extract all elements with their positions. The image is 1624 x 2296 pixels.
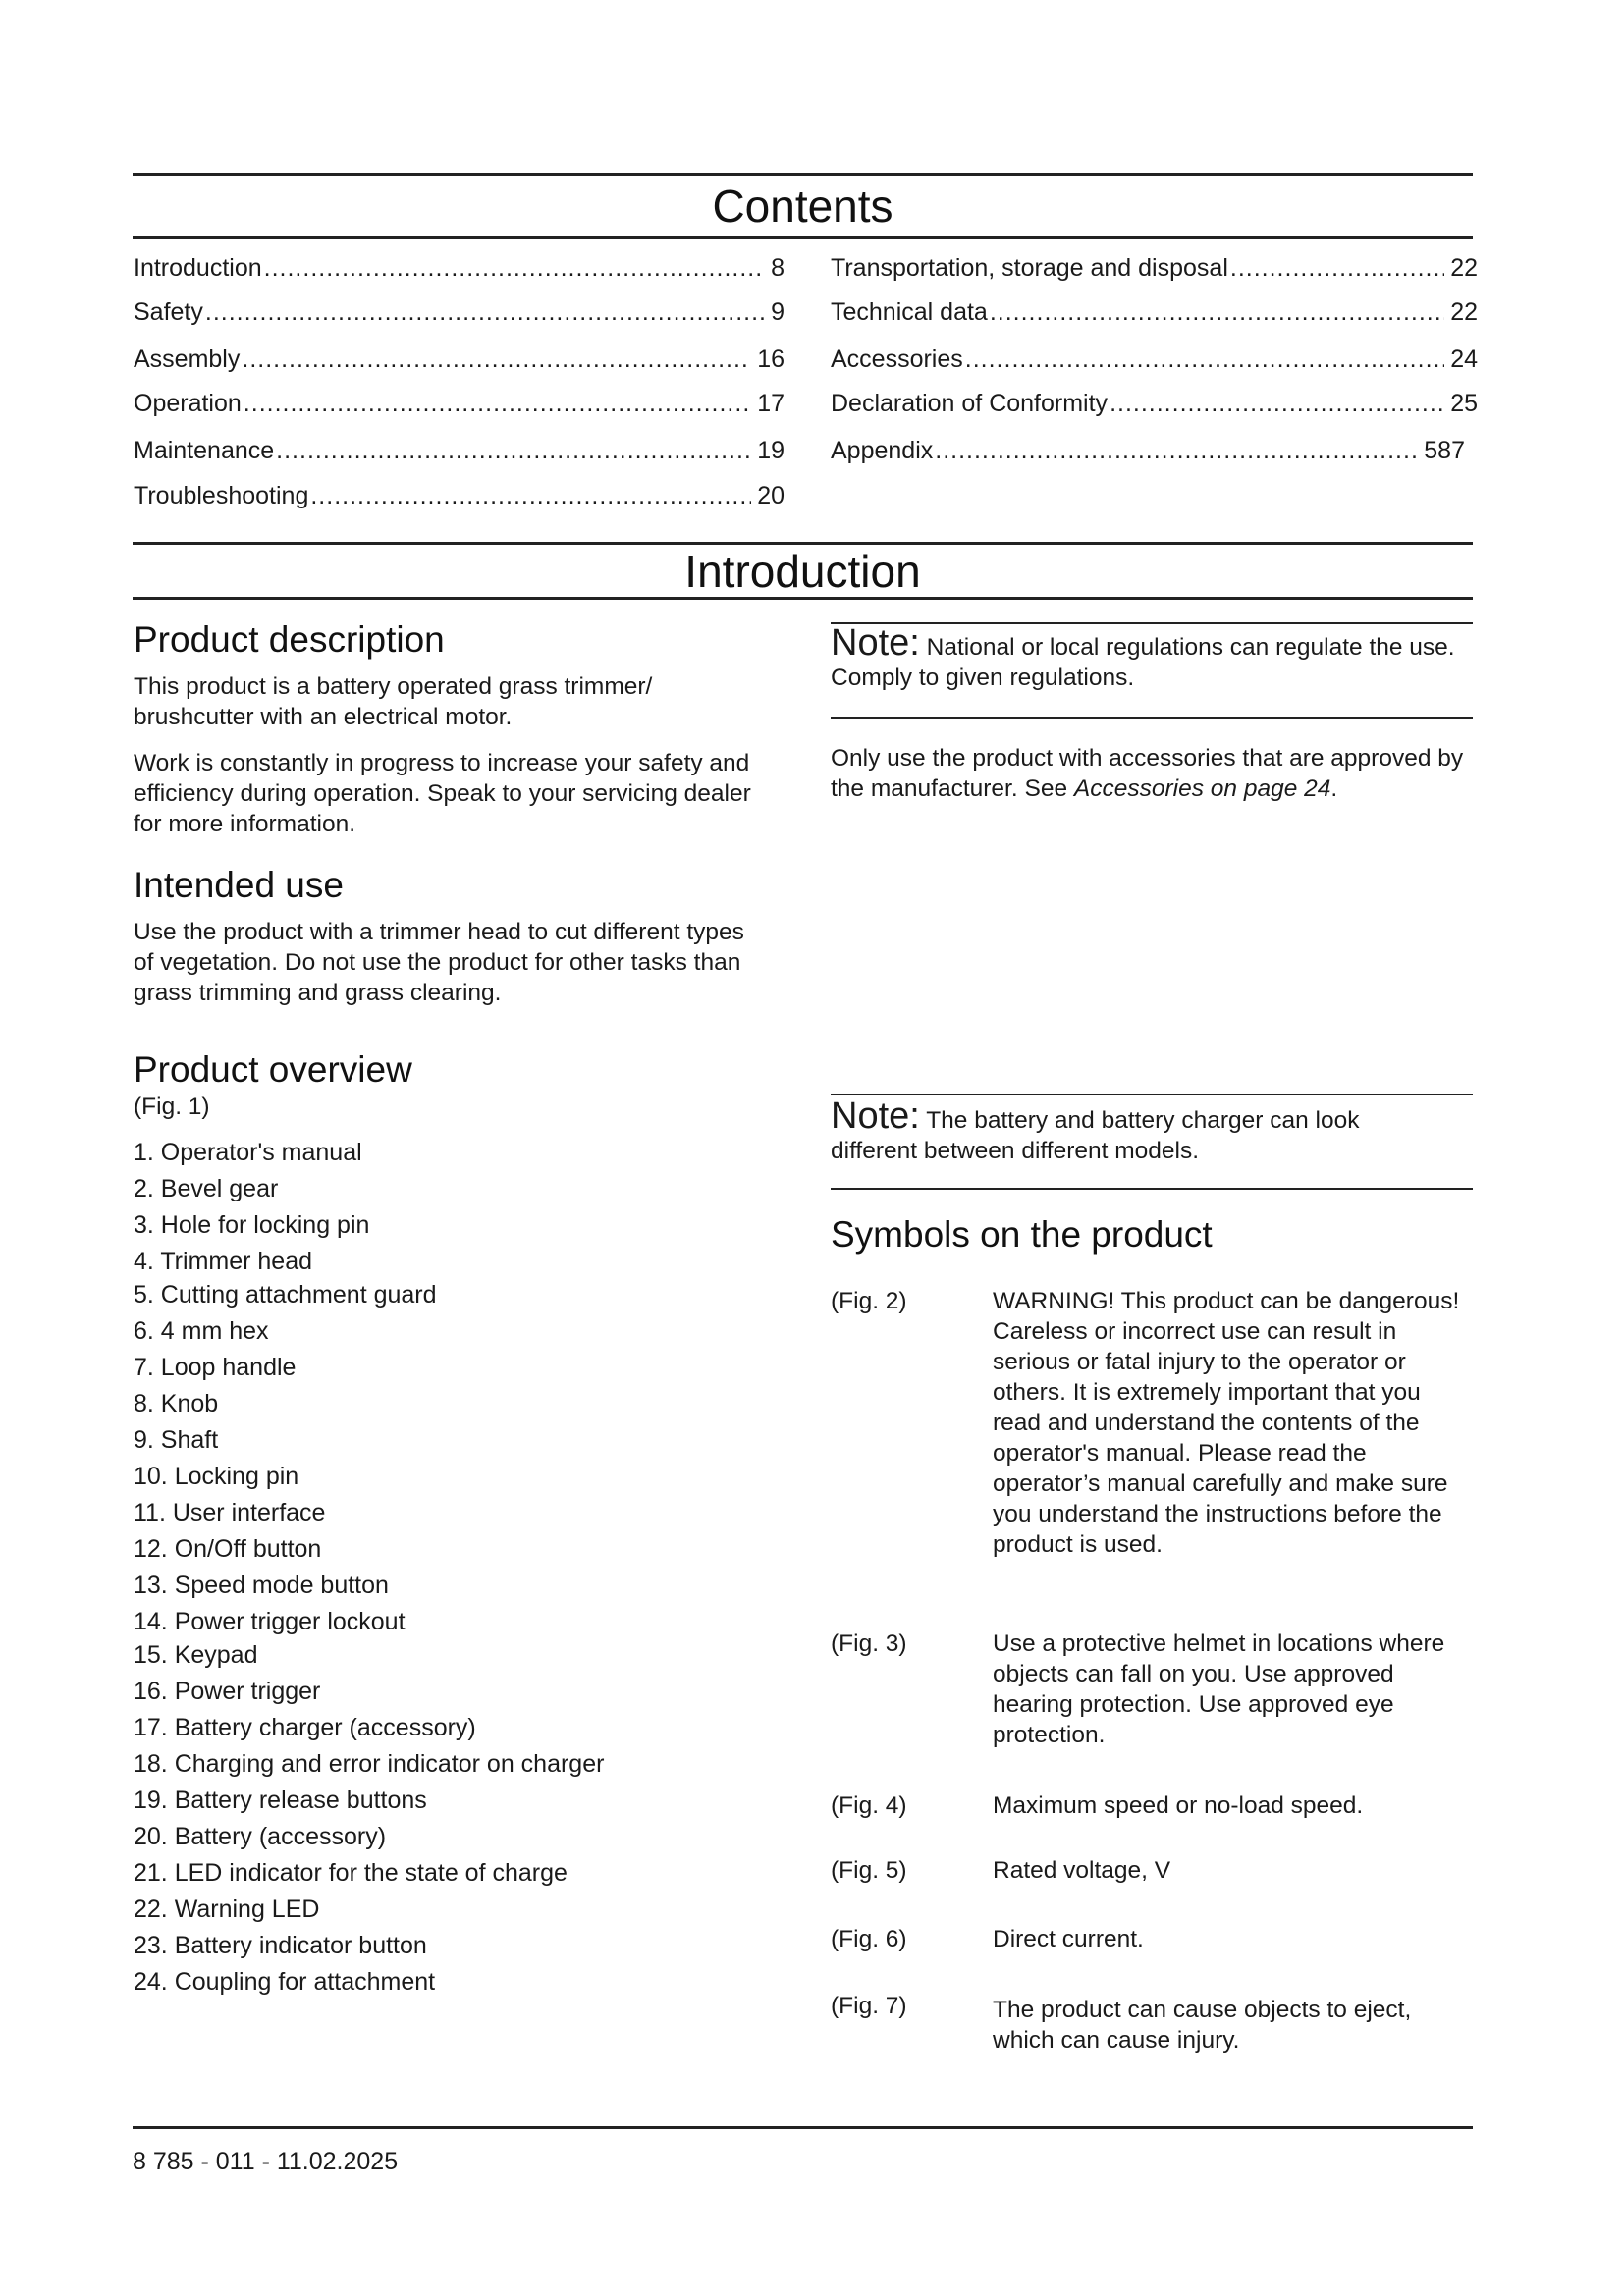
list-item: 7. Loop handle xyxy=(134,1354,297,1381)
list-item: 4. Trimmer head xyxy=(134,1248,313,1275)
toc-entry-accessories[interactable] xyxy=(831,343,1478,376)
toc-label: Declaration of Conformity xyxy=(831,390,1109,417)
toc-label: Appendix xyxy=(831,437,934,464)
symbols-section xyxy=(831,1213,1473,1256)
list-item: 19. Battery release buttons xyxy=(134,1787,427,1814)
list-item: 11. User interface xyxy=(134,1499,326,1526)
toc-entry-troubleshooting[interactable] xyxy=(134,479,785,512)
list-item: 15. Keypad xyxy=(134,1641,258,1669)
note-label: Note: xyxy=(831,1095,920,1137)
toc-entry-operation[interactable] xyxy=(134,387,785,420)
list-item: 16. Power trigger xyxy=(134,1678,321,1705)
note1-top-rule xyxy=(831,622,1473,624)
toc-page: 8 xyxy=(771,254,785,282)
toc-page: 9 xyxy=(771,298,785,326)
list-item: 1. Operator's manual xyxy=(134,1139,362,1166)
toc-label: Technical data xyxy=(831,298,988,326)
contents-bottom-rule xyxy=(133,236,1473,239)
product-description-text-2: Work is constantly in progress to increase your safety and efficiency during operation. Speak to your servicing dealer for more information. xyxy=(134,750,751,837)
toc-label: Assembly xyxy=(134,346,241,373)
symbol-fig-ref: (Fig. 6) xyxy=(831,1926,907,1952)
list-item: 12. On/Off button xyxy=(134,1535,322,1563)
list-item: 3. Hole for locking pin xyxy=(134,1211,370,1239)
list-item: 22. Warning LED xyxy=(134,1896,320,1923)
toc-entry-declaration[interactable] xyxy=(831,387,1478,420)
toc-entry-introduction[interactable] xyxy=(134,251,785,285)
note1-bottom-rule xyxy=(831,717,1473,719)
note2-top-rule xyxy=(831,1094,1473,1095)
toc-page: 24 xyxy=(1450,346,1478,373)
contents-top-rule xyxy=(133,173,1473,176)
note-label: Note: xyxy=(831,622,920,664)
symbols-heading: Symbols on the product xyxy=(831,1214,1213,1255)
list-item: 24. Coupling for attachment xyxy=(134,1968,436,1996)
list-item: 18. Charging and error indicator on charger xyxy=(134,1750,605,1778)
toc-page: 16 xyxy=(757,346,785,373)
symbol-description: Rated voltage, V xyxy=(993,1857,1171,1884)
note-regulations xyxy=(831,622,1473,693)
note-text: The battery and battery charger can look different between different models. xyxy=(831,1107,1360,1164)
symbol-description: Maximum speed or no-load speed. xyxy=(993,1792,1364,1819)
list-item: 17. Battery charger (accessory) xyxy=(134,1714,476,1741)
toc-entry-transportation[interactable] xyxy=(831,251,1478,285)
list-item: 2. Bevel gear xyxy=(134,1175,279,1202)
toc-page: 22 xyxy=(1450,254,1478,282)
toc-page: 17 xyxy=(757,390,785,417)
product-description-text-1: This product is a battery operated grass trimmer/ brushcutter with an electrical motor. xyxy=(134,673,653,730)
left-column xyxy=(134,618,782,839)
symbol-fig-ref: (Fig. 2) xyxy=(831,1288,907,1314)
accessories-text: Only use the product with accessories that are approved by the manufacturer. See xyxy=(831,745,1464,802)
toc-label: Introduction xyxy=(134,254,262,282)
toc-page: 25 xyxy=(1450,390,1478,417)
document-id: 8 785 - 011 - 11.02.2025 xyxy=(133,2148,399,2175)
accessories-link[interactable]: Accessories on page 24 xyxy=(1073,775,1331,802)
toc-page: 587 xyxy=(1424,437,1465,464)
product-overview-section xyxy=(134,1048,782,1122)
symbol-fig-ref: (Fig. 4) xyxy=(831,1792,907,1819)
list-item: 14. Power trigger lockout xyxy=(134,1608,406,1635)
list-item: 10. Locking pin xyxy=(134,1463,299,1490)
symbol-fig-ref: (Fig. 7) xyxy=(831,1993,907,2019)
introduction-top-rule xyxy=(133,542,1473,545)
note2-bottom-rule xyxy=(831,1188,1473,1190)
note-text: National or local regulations can regulate the use. Comply to given regulations. xyxy=(831,634,1455,691)
toc-label: Transportation, storage and disposal xyxy=(831,254,1228,282)
symbol-fig-ref: (Fig. 3) xyxy=(831,1630,907,1657)
toc-page: 19 xyxy=(757,437,785,464)
toc-label: Maintenance xyxy=(134,437,275,464)
list-item: 21. LED indicator for the state of charge xyxy=(134,1859,568,1887)
introduction-bottom-rule xyxy=(133,597,1473,600)
symbols-list xyxy=(831,1286,1479,2071)
note-battery xyxy=(831,1095,1420,1166)
symbol-description: Use a protective helmet in locations where objects can fall on you. Use approved hearing protection. Use approved eye protection. xyxy=(993,1630,1445,1748)
intended-use-heading: Intended use xyxy=(134,865,344,905)
product-overview-heading: Product overview xyxy=(134,1049,412,1090)
product-overview-fig-ref: (Fig. 1) xyxy=(134,1094,210,1120)
symbol-description: WARNING! This product can be dangerous! Careless or incorrect use can result in serious or fatal injury to the operator or others. It is extremely important that you read and understand the contents of the operator's manual. Please read the operator’s manual carefully and make sure you understand the instructions before the product is used. xyxy=(993,1288,1460,1558)
symbol-description: The product can cause objects to eject, which can cause injury. xyxy=(993,1997,1412,2054)
toc-entry-appendix[interactable] xyxy=(831,434,1465,467)
introduction-title: Introduction xyxy=(684,546,921,597)
toc-label: Accessories xyxy=(831,346,963,373)
toc-entry-assembly[interactable] xyxy=(134,343,785,376)
intended-use-section xyxy=(134,864,782,1008)
symbol-fig-ref: (Fig. 5) xyxy=(831,1857,907,1884)
toc-page: 20 xyxy=(757,482,785,509)
accessories-paragraph xyxy=(831,743,1473,804)
toc-page: 22 xyxy=(1450,298,1478,326)
list-item: 5. Cutting attachment guard xyxy=(134,1281,437,1308)
intended-use-text: Use the product with a trimmer head to cut different types of vegetation. Do not use the product for other tasks than grass trimming and grass clearing. xyxy=(134,919,744,1006)
list-item: 6. 4 mm hex xyxy=(134,1317,269,1345)
toc-entry-technical-data[interactable] xyxy=(831,295,1478,329)
list-item: 13. Speed mode button xyxy=(134,1572,389,1599)
accessories-end: . xyxy=(1330,775,1338,802)
list-item: 23. Battery indicator button xyxy=(134,1932,427,1959)
symbol-description: Direct current. xyxy=(993,1926,1144,1952)
toc-label: Operation xyxy=(134,390,242,417)
list-item: 8. Knob xyxy=(134,1390,219,1417)
list-item: 9. Shaft xyxy=(134,1426,219,1454)
product-overview-list xyxy=(134,1137,782,2001)
list-item: 20. Battery (accessory) xyxy=(134,1823,387,1850)
toc-entry-maintenance[interactable] xyxy=(134,434,785,467)
contents-title: Contents xyxy=(712,181,893,232)
product-description-heading: Product description xyxy=(134,619,445,660)
footer-rule xyxy=(133,2126,1473,2129)
toc-label: Safety xyxy=(134,298,203,326)
toc-label: Troubleshooting xyxy=(134,482,309,509)
toc-entry-safety[interactable] xyxy=(134,295,785,329)
